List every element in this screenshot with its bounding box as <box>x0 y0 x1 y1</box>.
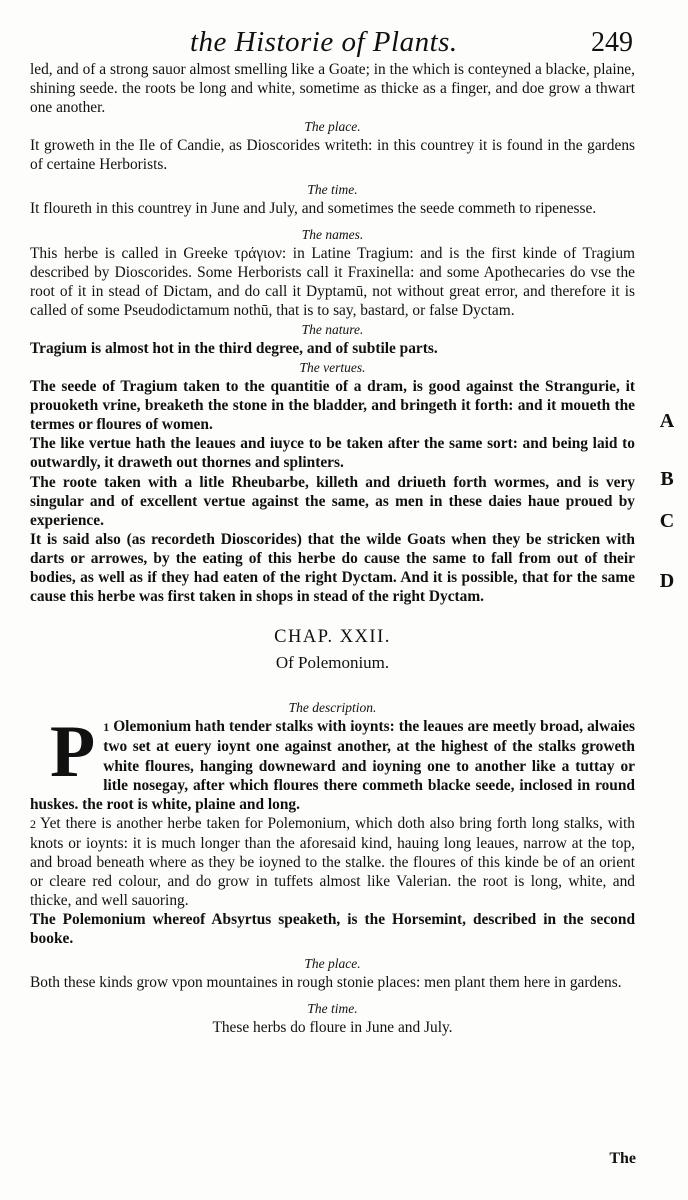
description-heading: The description. <box>288 700 377 716</box>
description-text-2: Yet there is another herbe taken for Polemonium, which doth also bring forth long stalks, with knots or ioynts: it is much longer than the aforesaid kind, hauing long leaues, narrow at the top, and broad beneath where as they be ioyned to the stalke. the floures of this kinde be of an orient or cleare red colour, and do grow in tuffets almost like Valerian. the root is long, white, and thicke, and well sauoring. <box>30 814 635 910</box>
margin-letter-a: A <box>659 410 675 432</box>
item-number-2: 2 <box>30 816 36 831</box>
vertue-paragraph-b: The like vertue hath the leaues and iuyce to be taken after the same sort: and being laid to outwardly, it draweth out thornes and splinters. <box>30 435 635 472</box>
catchword: The <box>609 1150 636 1167</box>
chapter-time-paragraph: These herbs do floure in June and July. <box>212 1018 453 1036</box>
item-number-1: 1 <box>103 720 110 735</box>
margin-letter-c: C <box>659 510 675 532</box>
body-text <box>30 60 635 1037</box>
time-heading: The time. <box>307 182 358 198</box>
margin-letter-d: D <box>659 570 675 592</box>
description-paragraph-2 <box>30 814 635 910</box>
vertue-paragraph-c: The roote taken with a litle Rheubarbe, killeth and driueth forth wormes, and is very singular and of excellent vertue against the same, as men in these daies haue proued by experience. <box>30 473 635 529</box>
running-title: the Historie of Plants. <box>190 26 458 58</box>
description-text-1: Olemonium hath tender stalks with ioynts: the leaues are meetly broad, alwaies two set at euery ioynt one against another, at the highest of the stalks groweth white floures, hanging downeward and ioyning one to another like a tuttay or litle nosegay, after which floures there commeth blacke seede, inclosed in round huskes. the root is white, plaine and long. <box>30 718 635 813</box>
running-head <box>0 26 688 60</box>
drop-capital: P <box>50 711 96 794</box>
page-number: 249 <box>591 27 633 58</box>
vertues-heading: The vertues. <box>299 360 366 376</box>
chapter-time-heading: The time. <box>307 1000 358 1016</box>
names-heading: The names. <box>301 226 364 242</box>
vertue-paragraph-a: The seede of Tragium taken to the quantitie of a dram, is good against the Strangurie, it prouoketh vrine, breaketh the stone in the bladder, and bringeth it forth: and it moueth the termes or floures of women. <box>30 378 635 434</box>
nature-heading: The nature. <box>301 321 364 337</box>
intro-paragraph: led, and of a strong sauor almost smelling like a Goate; in the which is conteyned a blacke, plaine, shining seede. the roots be long and white, sometime as thicke as a finger, and doe grow a thwart one another. <box>30 61 635 117</box>
vertue-paragraph-d: It is said also (as recordeth Dioscorides) that the wilde Goats when they be stricken with darts or arrowes, by the eating of this herbe do cause the same to fall from out of their bodies, as well as if they had eaten of the right Dyctam. And it is possible, that for the same cause this herbe was first taken in shops in stead of the right Dyctam. <box>30 530 635 606</box>
nature-paragraph: Tragium is almost hot in the third degree, and of subtile parts. <box>30 339 438 357</box>
place-paragraph: It groweth in the Ile of Candie, as Dioscorides writeth: in this countrey it is found in the gardens of certaine Herborists. <box>30 137 635 174</box>
absyrtus-paragraph: The Polemonium whereof Absyrtus speaketh, is the Horsemint, described in the second booke. <box>30 911 635 948</box>
names-paragraph: This herbe is called in Greeke τράγιον: in Latine Tragium: and is the first kinde of Tragium described by Dioscorides. Some Herborists call it Fraxinella: and some Apothecaries do vse the root of it in stead of Dictam, and do call it Dyptamū, not without great error, and therefore it is called of some Pseudodictamum nothū, that is to say, bastard, or false Dyctam. <box>30 244 635 319</box>
chapter-place-paragraph: Both these kinds grow vpon mountaines in rough stonie places: men plant them here in gardens. <box>30 974 622 992</box>
place-heading: The place. <box>304 119 361 135</box>
chapter-place-heading: The place. <box>304 956 361 972</box>
description-paragraph-1 <box>30 711 635 813</box>
chapter-label: CHAP. XXII. <box>274 627 391 648</box>
time-paragraph: It floureth in this countrey in June and July, and sometimes the seede commeth to ripenesse. <box>30 200 597 218</box>
margin-letter-b: B <box>660 468 674 490</box>
chapter-title: Of Polemonium. <box>275 653 390 673</box>
